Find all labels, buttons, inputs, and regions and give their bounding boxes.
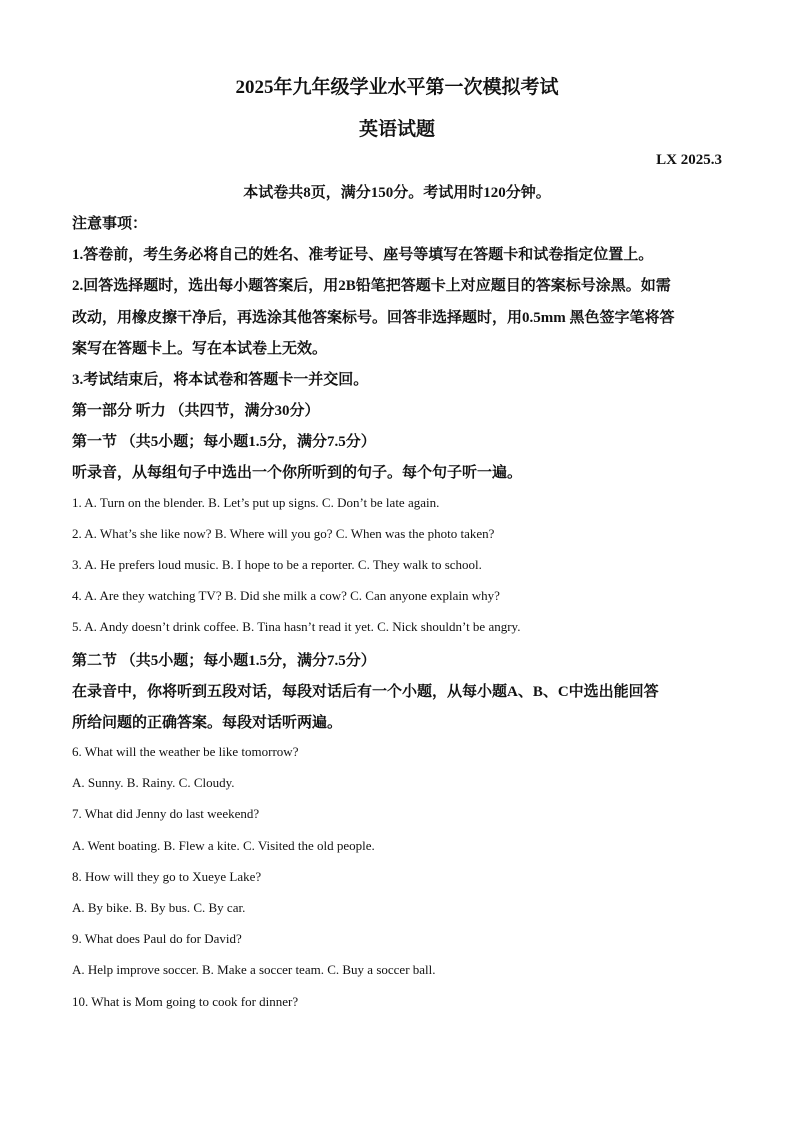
question-6-options: A. Sunny. B. Rainy. C. Cloudy.	[72, 775, 235, 790]
question-5: 5. A. Andy doesn’t drink coffee. B. Tina hasn’t read it yet. C. Nick shouldn’t be angry.	[72, 619, 521, 634]
exam-subtitle: 英语试题	[358, 119, 435, 140]
exam-code: LX 2025.3	[656, 152, 722, 168]
question-7: 7. What did Jenny do last weekend?	[72, 806, 260, 821]
part1-heading: 第一部分 听力 （共四节，满分30分）	[72, 403, 320, 419]
exam-summary: 本试卷共8页，满分150分。考试用时120分钟。	[243, 185, 551, 201]
note-item-2-cont: 改动，用橡皮擦干净后，再选涂其他答案标号。回答非选择题时，用0.5mm 黑色签字笔将答	[72, 310, 675, 326]
section2-heading: 第二节 （共5小题；每小题1.5分，满分7.5分）	[72, 653, 376, 669]
question-3: 3. A. He prefers loud music. B. I hope to be a reporter. C. They walk to school.	[72, 557, 482, 572]
question-2: 2. A. What’s she like now? B. Where will you go? C. When was the photo taken?	[72, 526, 495, 541]
note-item-2-cont2: 案写在答题卡上。写在本试卷上无效。	[72, 341, 328, 357]
question-10: 10. What is Mom going to cook for dinner?	[72, 994, 299, 1009]
note-item-3: 3.考试结束后，将本试卷和答题卡一并交回。	[72, 372, 369, 388]
section1-instruction: 听录音，从每组句子中选出一个你所听到的句子。每个句子听一遍。	[72, 465, 523, 481]
note-item-1: 1.答卷前，考生务必将自己的姓名、准考证号、座号等填写在答题卡和试卷指定位置上。	[72, 247, 654, 263]
section1-heading: 第一节 （共5小题；每小题1.5分，满分7.5分）	[72, 434, 376, 450]
section2-instruction-1: 在录音中，你将听到五段对话，每段对话后有一个小题，从每小题A、B、C中选出能回答	[72, 684, 659, 700]
notes-heading: 注意事项：	[72, 216, 148, 232]
question-4: 4. A. Are they watching TV? B. Did she milk a cow? C. Can anyone explain why?	[72, 588, 500, 603]
question-7-options: A. Went boating. B. Flew a kite. C. Visited the old people.	[72, 838, 375, 853]
exam-title: 2025年九年级学业水平第一次模拟考试	[235, 77, 559, 98]
section2-instruction-2: 所给问题的正确答案。每段对话听两遍。	[72, 715, 343, 731]
question-8-options: A. By bike. B. By bus. C. By car.	[72, 900, 246, 915]
question-1: 1. A. Turn on the blender. B. Let’s put up signs. C. Don’t be late again.	[72, 495, 440, 510]
note-item-2: 2.回答选择题时，选出每小题答案后，用2B铅笔把答题卡上对应题目的答案标号涂黑。如需	[72, 278, 671, 294]
question-8: 8. How will they go to Xueye Lake?	[72, 869, 262, 884]
question-6: 6. What will the weather be like tomorrow?	[72, 744, 299, 759]
question-9-options: A. Help improve soccer. B. Make a soccer team. C. Buy a soccer ball.	[72, 962, 436, 977]
question-9: 9. What does Paul do for David?	[72, 931, 242, 946]
